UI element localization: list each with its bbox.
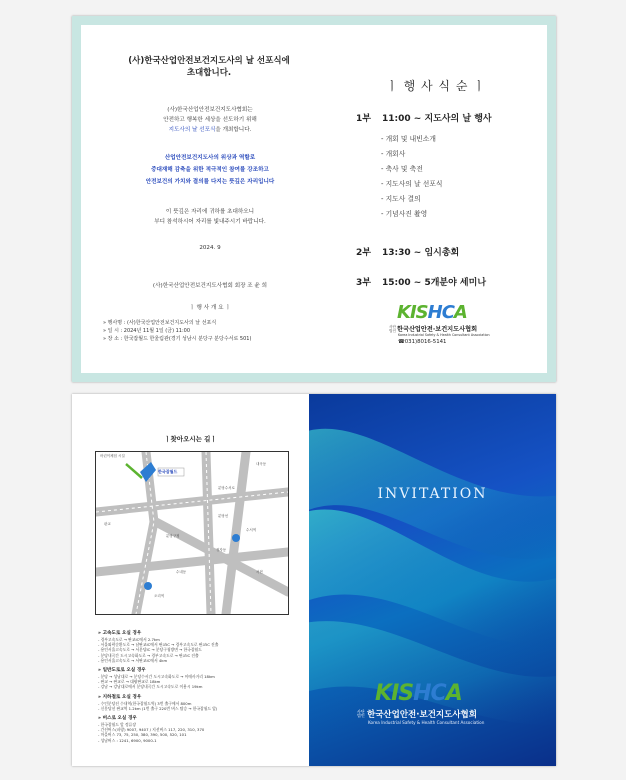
directions-line: - 판교 → 판교로 → 대왕판교로 18km xyxy=(98,679,161,685)
org-prefix: 사단법인 xyxy=(389,324,396,333)
highlight-event-name: 지도사의 날 선포식 xyxy=(168,127,216,133)
location-map xyxy=(95,451,289,615)
session-2-title: 13:30 ~ 임시총회 xyxy=(382,248,460,258)
directions-heading: » 고속도로 오실 경우 xyxy=(98,631,142,636)
directions-heading: » 일반도로로 오실 경우 xyxy=(98,668,146,674)
station-marker xyxy=(144,582,152,590)
directions-line: - 경부고속도로 → 판교IC에서 2.7km xyxy=(98,637,160,642)
cover-org-name: 한국산업안전·보건지도사협회 xyxy=(367,710,477,720)
session-1-title: 11:00 ~ 지도사의 날 행사 xyxy=(382,114,492,124)
map-drawing xyxy=(96,452,288,614)
program-item: - 지도사 결의 xyxy=(381,195,421,203)
directions-line: - 간선버스(파랑) 9007, 9407 / 지선버스 117, 220, 310, 370 xyxy=(98,727,205,733)
directions-line: - 마을버스 73, 75, 250, 380, 390, 500, 520, 101 xyxy=(98,732,187,738)
map-label-venue: 한국잡월드 xyxy=(158,469,178,474)
invite-date: 2024. 9 xyxy=(199,245,221,251)
invite-title-line1: (사)한국산업안전보건지도사의 날 선포식에 xyxy=(128,56,290,66)
overview-list xyxy=(103,319,343,343)
para1-line1: (사)한국산업안전보건지도사협회는 xyxy=(167,107,253,113)
map-label: 분당구청 xyxy=(166,534,180,538)
map-label: 분당수서로 xyxy=(218,486,235,490)
map-label: 분당선 xyxy=(218,514,229,518)
directions-line: - 서울외곽순환도로 → 남판교IC에서 판교IC → 경부고속도로 판교IC 진출 xyxy=(98,642,219,648)
invite-title-line2: 초대합니다. xyxy=(186,68,232,78)
program-item: - 개회사 xyxy=(381,150,406,158)
session-3-part: 3부 xyxy=(356,278,371,288)
session-3-title: 15:00 ~ 5개분야 세미나 xyxy=(382,278,487,288)
cover-title: INVITATION xyxy=(377,486,488,502)
program-title: ㅣ 행 사 식 순 ㅣ xyxy=(386,79,486,93)
program-item: - 개회 및 내빈소개 xyxy=(381,135,436,143)
directions-line: - 분당내곡간 도시고속화도로 → 경부고속도로 → 판교IC 진출 xyxy=(98,652,199,658)
map-label: 서현 xyxy=(256,570,263,574)
para1-line3-rest: 을 개최합니다. xyxy=(215,127,252,133)
map-label: 오리역 xyxy=(154,594,165,598)
map-label: 수서역 xyxy=(246,528,257,532)
org-name: 한국산업안전·보건지도사협회 xyxy=(397,326,478,333)
station-marker xyxy=(232,534,240,542)
directions-line: - 분당 → 성남대로 → 분당수서간 도시고속화도로 → 이매사거리 18km xyxy=(98,674,215,680)
para1-line2: 안전하고 행복한 세상을 선도하기 위해 xyxy=(163,117,257,123)
directions-section-highway xyxy=(98,630,298,663)
invite-signature: (사)한국산업안전보건지도사협회 회장 조 윤 희 xyxy=(152,283,268,289)
cover-panel xyxy=(309,394,556,766)
directions-section-bus xyxy=(98,715,298,743)
cover-logo-block xyxy=(357,682,556,725)
session-2-part: 2부 xyxy=(356,248,371,258)
para1-line3 xyxy=(97,125,323,135)
org-name-en: Korea Industrial Safety & Health Consultant Association xyxy=(398,333,490,337)
directions-section-road xyxy=(98,667,298,690)
invite-paragraph-2 xyxy=(97,207,323,227)
session-1-part: 1부 xyxy=(356,114,371,124)
cover-org-name-row xyxy=(357,708,556,720)
blue-line1: 산업안전보건지도사의 위상과 역할로 xyxy=(164,155,256,161)
directions-list xyxy=(98,630,298,743)
cover-org-prefix: 사단법인 xyxy=(357,708,365,718)
program-item: - 기념사진 촬영 xyxy=(381,210,428,218)
cover-org-name-en: Korea Industrial Safety & Health Consultant Association xyxy=(368,720,485,725)
directions-line: - 강남 → 강남대로에서 분당내곡간 도시고속도로 이용시 19km xyxy=(98,684,203,690)
directions-line: - 신분당선 판교역 1.2km (1번 출구 220번 버스 탑승 → 한국잡월드 앞) xyxy=(98,705,218,711)
session-2 xyxy=(356,245,459,258)
org-logo-block xyxy=(389,303,519,345)
directions-line: - 용인서울고속도로 → 서분당IC → 분당구청방면 → 한국잡월드 xyxy=(98,647,202,653)
cover-kishca-logo: KISHCA xyxy=(375,681,462,706)
session-3 xyxy=(356,275,486,288)
kishca-logo: KISHCA xyxy=(397,302,467,323)
directions-panel xyxy=(72,394,309,766)
directions-line: - 한국잡월드 앞 정류장 xyxy=(98,722,137,728)
program-item: - 축사 및 축전 xyxy=(381,165,423,173)
overview-venue: » 장 소 : 한국잡월드 한울림관(경기 성남시 분당구 분당수서로 501) xyxy=(103,336,252,342)
invitation-inner-sheet xyxy=(72,16,556,382)
directions-section-subway xyxy=(98,694,298,711)
para2-line1: 이 뜻깊은 자리에 귀하를 초대하오니 xyxy=(165,209,255,215)
org-name-row xyxy=(389,324,519,333)
overview-event-name: » 행사명 : (사)한국산업안전보건지도사의 날 선포식 xyxy=(103,320,217,326)
map-label: 내곡동 xyxy=(256,462,267,466)
overview-title: ㅣ 행 사 개 요 ㅣ xyxy=(189,305,231,311)
directions-title: ㅣ찾아오시는 길ㅣ xyxy=(164,435,217,443)
program-item: - 지도사의 날 선포식 xyxy=(381,180,443,188)
sheet-content xyxy=(81,25,547,373)
invitation-cover-sheet xyxy=(72,394,556,766)
directions-heading: » 지하철로 오실 경우 xyxy=(98,694,142,700)
directions-heading: » 버스로 오실 경우 xyxy=(98,716,137,722)
directions-line: - 수인분당선 수내역(한국잡월드역) 3번 출구에서 800m xyxy=(98,700,192,706)
overview-datetime: » 일 시 : 2024년 11월 1일 (금) 11:00 xyxy=(103,328,191,334)
map-label: 판교 xyxy=(104,522,111,526)
blue-line3: 안전보건의 가치와 결의를 다지는 뜻깊은 자리입니다 xyxy=(145,179,275,185)
org-phone: ☎031)8016-5141 xyxy=(398,339,447,345)
directions-line: - 용인서울고속도로 → 서판교IC에서 4km xyxy=(98,657,168,663)
para2-line2: 부디 참석하시어 자리를 빛내주시기 바랍니다. xyxy=(154,219,266,225)
invite-title xyxy=(109,55,309,79)
session-1 xyxy=(356,111,492,124)
blue-line2: 중대재해 감축을 위한 적극적인 참여를 강조하고 xyxy=(151,167,269,173)
map-label: 어린이체험 시설 xyxy=(100,454,125,458)
map-label: 정자동 xyxy=(216,548,227,552)
directions-line: - 성남버스 : 1241, 6900, 9000-1 xyxy=(98,737,157,743)
invite-paragraph-1 xyxy=(97,105,323,135)
invite-blue-paragraph xyxy=(97,152,323,188)
map-label: 수내동 xyxy=(176,570,187,574)
